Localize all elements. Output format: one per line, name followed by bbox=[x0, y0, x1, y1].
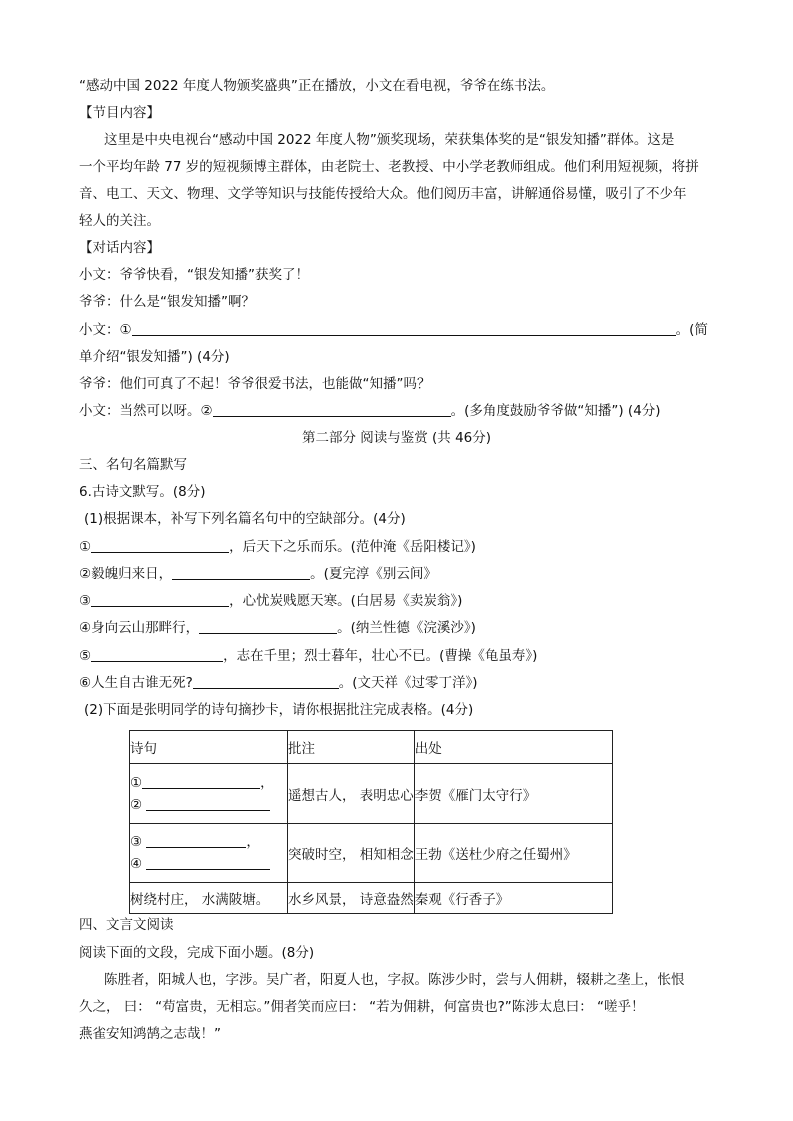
table-row bbox=[130, 764, 613, 824]
fill-line-6 bbox=[79, 673, 478, 693]
table-blank-4[interactable] bbox=[146, 854, 270, 870]
program-heading: 【节目内容】 bbox=[79, 105, 160, 121]
fill-2-pre: ②毅魄归来日， bbox=[79, 566, 173, 582]
fill-2-post: 。(夏完淳《别云间》 bbox=[310, 566, 437, 582]
marker-2: ② bbox=[130, 796, 143, 813]
table-blank-2[interactable] bbox=[146, 795, 270, 811]
table-blank-3[interactable] bbox=[146, 832, 246, 848]
fill-6-pre: ⑥人生自古谁无死? bbox=[79, 675, 193, 691]
reading-instruction: 阅读下面的文段，完成下面小题。(8分) bbox=[79, 945, 315, 961]
fill-blank-6[interactable] bbox=[193, 673, 339, 689]
comma-3: ， bbox=[246, 834, 260, 850]
source-cell: 王勃《送杜少府之任蜀州》 bbox=[414, 824, 612, 883]
fill-5-post: ，志在千里；烈士暮年，壮心不已。(曹操《龟虽寿》) bbox=[223, 648, 538, 664]
table-row bbox=[130, 824, 613, 883]
note-cell: 突破时空， 相知相念 bbox=[288, 824, 415, 883]
fill-blank-5[interactable] bbox=[91, 646, 223, 662]
question-6: 6.古诗文默写。(8分) bbox=[79, 484, 206, 500]
fill-line-1 bbox=[79, 537, 476, 557]
fill-3-post: ，心忧炭贱愿天寒。(白居易《卖炭翁》) bbox=[229, 593, 463, 609]
part2-title: 第二部分 阅读与鉴赏 (共 46分) bbox=[301, 430, 492, 446]
fill-4-pre: ④身向云山那畔行， bbox=[79, 620, 200, 636]
source-cell: 秦观《行香子》 bbox=[414, 883, 612, 914]
fill-line-2 bbox=[79, 564, 437, 584]
fill-line-3 bbox=[79, 591, 462, 611]
program-line-1: 这里是中央电视台“感动中国 2022 年度人物”颁奖现场，荣获集体奖的是“银发知播”群体。这是 bbox=[104, 132, 675, 148]
fill-blank-4[interactable] bbox=[199, 618, 337, 634]
fill-6-post: 。(文天祥《过零丁洋》) bbox=[338, 675, 478, 691]
poem-cell bbox=[130, 824, 288, 883]
dialog-line-6 bbox=[79, 401, 661, 421]
dialog-line-3 bbox=[79, 320, 708, 340]
program-line-2: 一个平均年龄 77 岁的短视频博主群体，由老院士、老教授、中小学老教师组成。他们利用短视频，将拼 bbox=[79, 159, 699, 175]
excerpt-card-table bbox=[129, 730, 613, 914]
dialog-line-6-prefix: 小文：当然可以呀。② bbox=[79, 403, 213, 419]
note-cell: 遥想古人， 表明忠心 bbox=[288, 764, 415, 824]
header-poem: 诗句 bbox=[130, 731, 288, 764]
intro-line: “感动中国 2022 年度人物颁奖盛典”正在播放，小文在看电视，爷爷在练书法。 bbox=[79, 78, 555, 94]
header-note: 批注 bbox=[288, 731, 415, 764]
answer-blank-1[interactable] bbox=[132, 320, 676, 336]
dialog-line-1: 小文：爷爷快看，“银发知播”获奖了！ bbox=[79, 267, 309, 283]
program-line-4: 轻人的关注。 bbox=[79, 213, 160, 229]
marker-4: ④ bbox=[130, 856, 143, 872]
fill-blank-1[interactable] bbox=[91, 537, 229, 553]
fill-5-pre: ⑤ bbox=[79, 648, 92, 664]
table-blank-1[interactable] bbox=[142, 773, 260, 789]
fill-1-post: ，后天下之乐而乐。(范仲淹《岳阳楼记》) bbox=[229, 539, 476, 555]
question-6-2: (2)下面是张明同学的诗句摘抄卡，请你根据批注完成表格。(4分) bbox=[84, 702, 474, 718]
table-row bbox=[130, 883, 613, 914]
source-cell: 李贺《雁门太守行》 bbox=[414, 764, 612, 824]
dialog-line-6-suffix: 。(多角度鼓励爷爷做“知播”) (4分) bbox=[450, 403, 661, 419]
dialog-line-3-prefix: 小文：① bbox=[79, 322, 132, 338]
header-source: 出处 bbox=[414, 731, 612, 764]
program-line-3: 音、电工、天文、物理、文学等知识与技能传授给大众。他们阅历丰富，讲解通俗易懂，吸引了不少年 bbox=[79, 186, 687, 202]
section4-heading: 四、文言文阅读 bbox=[79, 917, 174, 933]
question-6-1: (1)根据课本，补写下列名篇名句中的空缺部分。(4分) bbox=[84, 511, 406, 527]
dialog-heading: 【对话内容】 bbox=[79, 240, 160, 256]
fill-blank-2[interactable] bbox=[172, 564, 310, 580]
dialog-line-4: 单介绍“银发知播”) (4分) bbox=[79, 349, 230, 365]
classical-line-1: 陈胜者，阳城人也，字涉。吴广者，阳夏人也，字叔。陈涉少时，尝与人佣耕，辍耕之垄上，怅恨 bbox=[104, 972, 685, 988]
fill-4-post: 。(纳兰性德《浣溪沙》) bbox=[337, 620, 476, 636]
answer-blank-2[interactable] bbox=[213, 401, 451, 417]
fill-blank-3[interactable] bbox=[91, 591, 229, 607]
classical-line-3: 燕雀安知鸿鹄之志哉！” bbox=[79, 1026, 221, 1042]
dialog-line-5: 爷爷：他们可真了不起！爷爷很爱书法，也能做“知播”吗？ bbox=[79, 376, 431, 392]
poem-cell: 树绕村庄， 水满陂塘。 bbox=[130, 883, 288, 914]
fill-3-pre: ③ bbox=[79, 593, 92, 609]
dialog-line-3-suffix: 。(简 bbox=[675, 322, 708, 338]
fill-1-pre: ① bbox=[79, 539, 92, 555]
marker-3: ③ bbox=[130, 834, 143, 850]
dialog-line-2: 爷爷：什么是“银发知播”啊？ bbox=[79, 294, 255, 310]
note-cell: 水乡风景， 诗意盎然 bbox=[288, 883, 415, 914]
classical-line-2: 久之， 曰： “苟富贵，无相忘。”佣者笑而应曰： “若为佣耕，何富贵也?”陈涉太息曰： “嗟乎！ bbox=[79, 999, 645, 1015]
poem-cell bbox=[130, 764, 288, 824]
table-header-row bbox=[130, 731, 613, 764]
fill-line-4 bbox=[79, 618, 476, 638]
marker-1: ① bbox=[130, 774, 143, 791]
section3-heading: 三、名句名篇默写 bbox=[79, 457, 187, 473]
comma-1: ， bbox=[260, 774, 274, 791]
fill-line-5 bbox=[79, 646, 537, 666]
